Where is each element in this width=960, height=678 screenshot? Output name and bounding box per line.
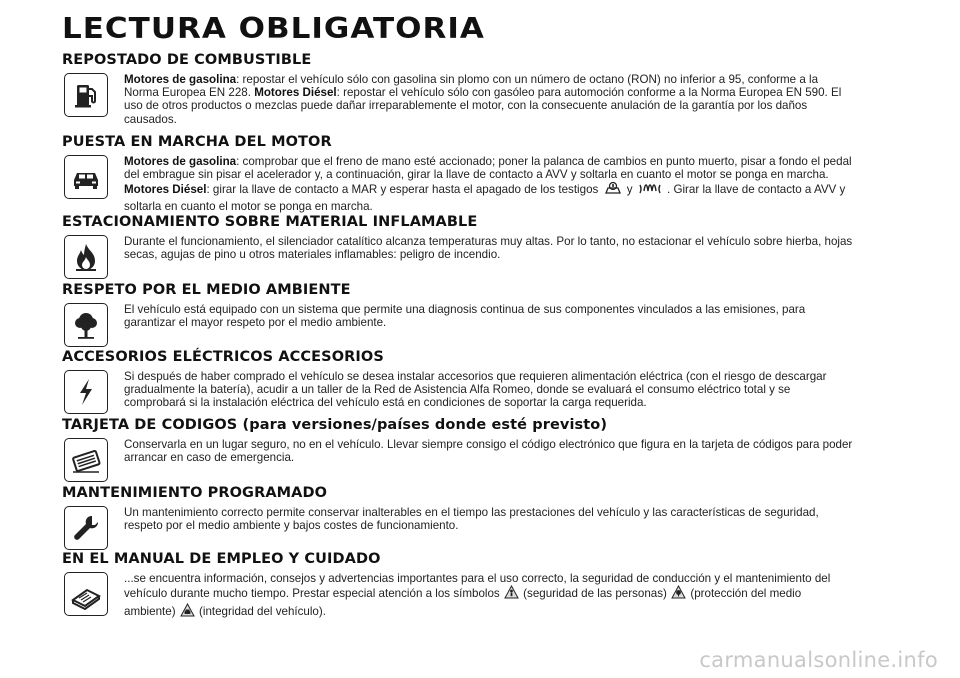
section-row [62, 370, 862, 414]
section-5 [62, 416, 862, 482]
section-heading: PUESTA EN MARCHA DEL MOTOR [62, 134, 332, 150]
section-heading: REPOSTADO DE COMBUSTIBLE [62, 52, 312, 68]
section-heading: ACCESORIOS ELÉCTRICOS ACCESORIOS [62, 349, 384, 365]
section-heading: RESPETO POR EL MEDIO AMBIENTE [62, 282, 351, 298]
section-heading: MANTENIMIENTO PROGRAMADO [62, 485, 328, 501]
section-row [62, 506, 862, 550]
section-row [62, 155, 862, 213]
body-text-run: y [623, 183, 636, 197]
section-body [124, 155, 854, 213]
section-4 [62, 348, 862, 414]
car-icon [64, 155, 108, 199]
section-0 [62, 51, 862, 126]
body-text-run: (integridad del vehículo). [195, 605, 326, 619]
manual-book-icon [64, 572, 108, 616]
section-body [124, 370, 854, 410]
body-text-run: ...se encuentra información, consejos y advertencias importantes para el uso correcto, la seguridad de conducción y el mantenimiento del vehículo durante mucho tiempo. Prestar especial atención a los símbolos [124, 572, 831, 601]
lightning-bolt-icon [64, 370, 108, 414]
bold-term: Motores de gasolina [124, 155, 237, 168]
body-text-run: (seguridad de las personas) [519, 587, 671, 601]
section-body [124, 303, 854, 329]
section-heading: ESTACIONAMIENTO SOBRE MATERIAL INFLAMABLE [62, 214, 478, 230]
glow-plug-icon [637, 181, 663, 199]
fuel-pump-icon [64, 73, 108, 117]
bold-term: Motores Diésel [254, 86, 337, 100]
bold-term: Motores de gasolina [124, 73, 237, 86]
section-row [62, 73, 862, 126]
code-card-icon [64, 438, 108, 482]
immobilizer-warning-icon [603, 181, 623, 199]
tree-icon [64, 303, 108, 347]
section-body [124, 438, 854, 464]
section-3 [62, 281, 862, 347]
section-row [62, 235, 862, 279]
section-row [62, 303, 862, 347]
section-7 [62, 550, 862, 622]
body-text-run: Durante el funcionamiento, el silenciador catalítico alcanza temperaturas muy altas. Por lo tanto, no estacionar el vehículo sobre hierba, hojas secas, agujas de pino u otros materiales inflamables: peligro de incendio. [124, 235, 853, 262]
section-body [124, 235, 854, 261]
page-title: LECTURA OBLIGATORIA [62, 12, 485, 46]
wrench-icon [64, 506, 108, 550]
body-text-run: Si después de haber comprado el vehículo se desea instalar accesorios que requieren alimentación eléctrica (con el riesgo de descargar gradualmente la batería), acudir a un taller de la Red de Asistencia Alfa Romeo, donde se evaluará el consumo eléctrico total y se comprobará si la instalación eléctrica del vehículo está en condiciones de soportar la carga requerida. [124, 370, 827, 410]
environment-icon [671, 585, 686, 603]
section-body [124, 572, 854, 622]
section-heading: TARJETA DE CODIGOS (para versiones/países donde esté previsto) [62, 417, 608, 433]
section-2 [62, 213, 862, 279]
section-row [62, 572, 862, 622]
body-text-run: : comprobar que el freno de mano esté accionado; poner la palanca de cambios en punto muerto, pisar a fondo el pedal del embrague sin pisar el acelerador y, a continuación, girar la llave de contacto a AVV y soltarla en cuanto el motor se ponga en marcha. [124, 155, 852, 182]
section-heading: EN EL MANUAL DE EMPLEO Y CUIDADO [62, 551, 381, 567]
person-safety-icon [504, 585, 519, 603]
body-text-run: : repostar el vehículo sólo con gasóleo para automoción conforme a la Norma Europea EN 590. El uso de otros productos o mezclas puede dañar irreparablemente el motor, con la consecuente anulación de la garantía por los daños causados. [124, 86, 842, 126]
flame-icon [64, 235, 108, 279]
body-text-run: : girar la llave de contacto a MAR y esperar hasta el apagado de los testigos [206, 183, 602, 197]
section-body [124, 73, 854, 126]
body-text-run: : repostar el vehículo sólo con gasolina sin plomo con un número de octano (RON) no inferior a 95, conforme a la Norma Europea EN 228. [124, 73, 819, 100]
body-text-run: Un mantenimiento correcto permite conservar inalterables en el tiempo las prestaciones del vehículo y las características de seguridad, respeto por el medio ambiente y bajos costes de funcionamiento. [124, 506, 819, 533]
vehicle-integrity-icon [180, 603, 195, 621]
body-text-run: . Girar la llave de contacto a AVV y soltarla en cuanto el motor se ponga en marcha. [124, 183, 846, 213]
section-body [124, 506, 854, 532]
body-text-run: Conservarla en un lugar seguro, no en el vehículo. Llevar siempre consigo el código electrónico que figura en la tarjeta de códigos para poder arrancar en caso de emergencia. [124, 438, 853, 465]
watermark: carmanualsonline.info [699, 648, 938, 672]
bold-term: Motores Diésel [124, 183, 207, 197]
section-row [62, 438, 862, 482]
body-text-run: El vehículo está equipado con un sistema que permite una diagnosis continua de sus componentes vinculados a las emisiones, para garantizar el mayor respeto por el medio ambiente. [124, 303, 806, 330]
section-1 [62, 133, 862, 213]
body-text-run: (protección del medio ambiente) [124, 587, 802, 619]
section-6 [62, 484, 862, 550]
